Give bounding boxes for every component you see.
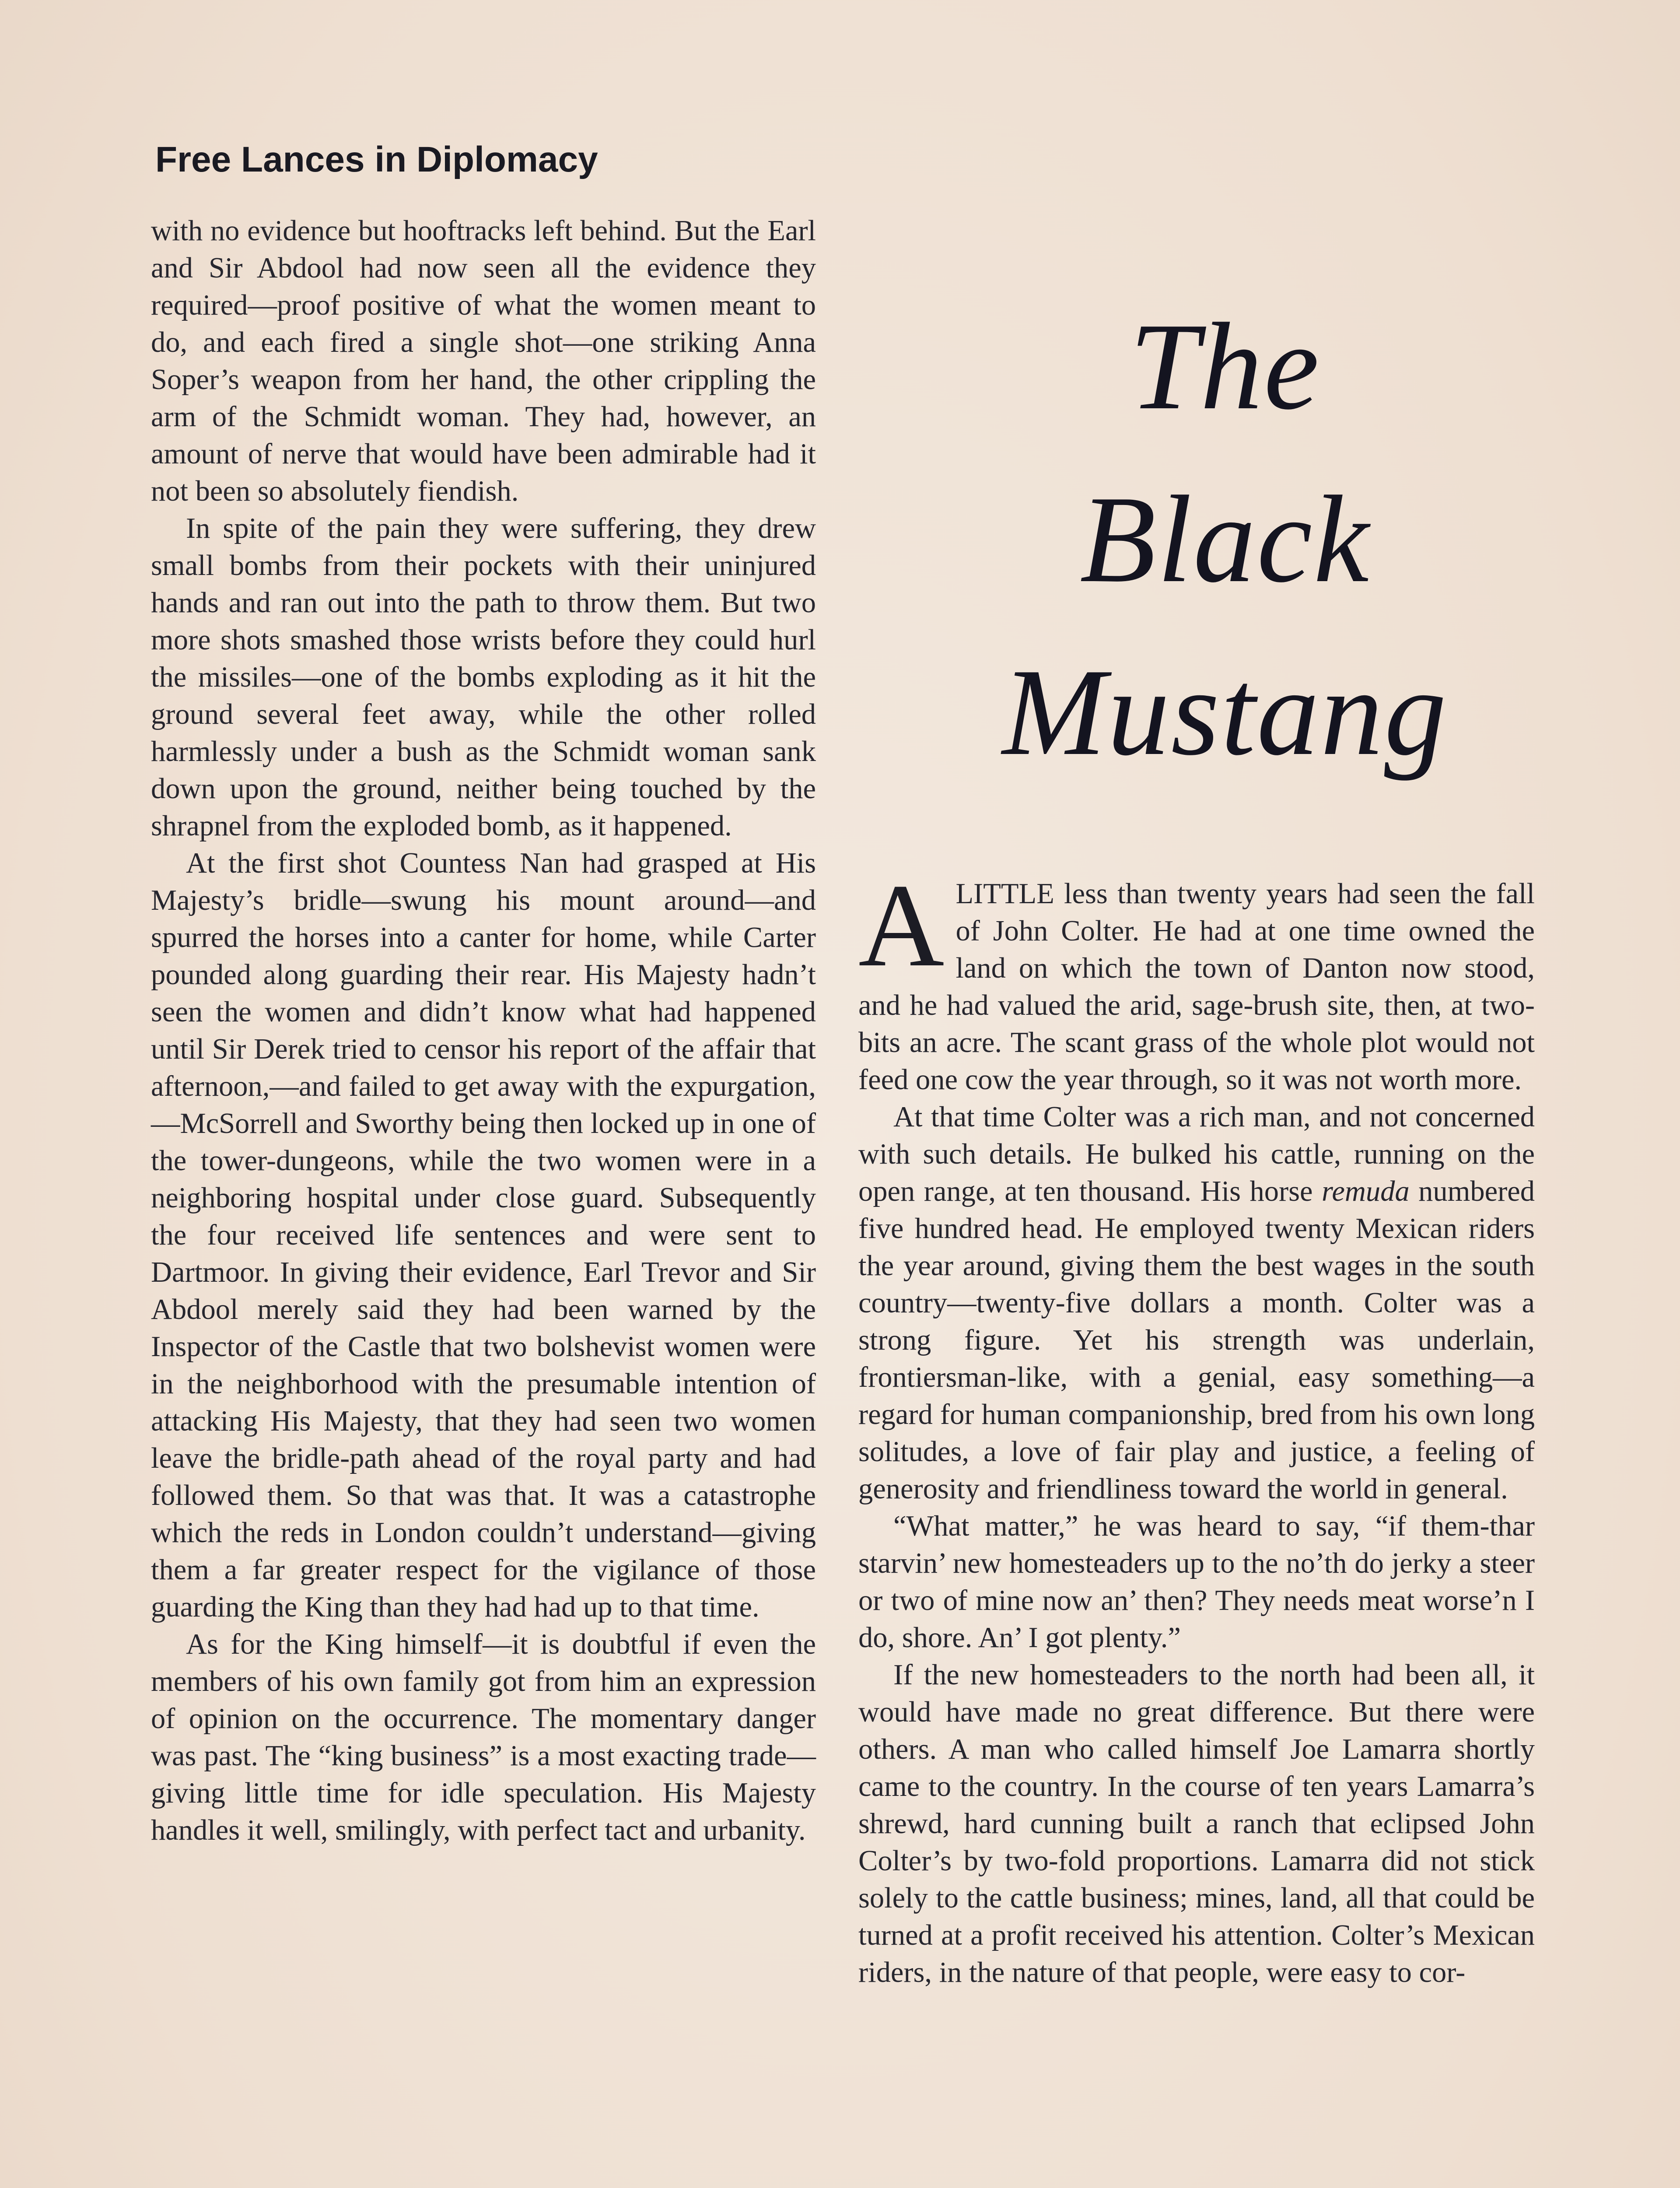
right-paragraph-1-text: LITTLE less than twenty years had seen the fall of John Colter. He had at one time owned the land on which the town of Danton now stood, and he had valued the arid, sage-brush site, then, at two-bits an acre. The scant grass of the whole plot would not feed one cow the year through, so it was not worth more. (858, 878, 1535, 1096)
left-paragraph-4: As for the King himself—it is doubtful if even the members of his own family got from him an expression of opinion on the occurrence. The momentary danger was past. The “king business” is a most exacting trade—giving little time for idle speculation. His Majesty handles it well, smilingly, with perfect tact and urbanity. (151, 1628, 816, 1846)
drop-cap: A (858, 859, 945, 991)
right-paragraph-2 (858, 1098, 1535, 1508)
story-title (919, 280, 1531, 799)
right-column (858, 859, 1535, 1991)
right-paragraph-2-text-a: At that time Colter was a rich man, and not concerned with such details. He bulked his cattle, running on the open range, at ten thousand. His horse (858, 1101, 1535, 1207)
left-paragraph-3: At the first shot Countess Nan had grasped at His Majesty’s bridle—swung his mount around—and spurred the horses into a canter for home, while Carter pounded along guarding their rear. His Majesty hadn’t seen the women and didn’t know what had happened until Sir Derek tried to censor his report of the affair that afternoon,—and failed to get away with the expurgation,—McSorrell and Sworthy being then locked up in one of the tower-dungeons, while the two women were in a neighboring hospital under close guard. Subsequently the four received life sentences and were sent to Dartmoor. In giving their evidence, Earl Trevor and Sir Abdool merely said they had been warned by the Inspector of the Castle that two bolshevist women were in the neighborhood with the presumable intention of attacking His Majesty, that they had seen two women leave the bridle-path ahead of the royal party and had followed them. So that was that. It was a catastrophe which the reds in London couldn’t understand—giving them a far greater respect for the vigilance of those guarding the King than they had had up to that time. (151, 847, 816, 1623)
right-paragraph-1 (858, 859, 1535, 1098)
story-title-line-3: Mustang (1002, 643, 1448, 781)
right-paragraph-3: “What matter,” he was heard to say, “if them-thar starvin’ new homesteaders up to the no’th do jerky a steer or two of mine now an’ then? They needs meat worse’n I do, shore. An’ I got plenty.” (858, 1510, 1535, 1654)
left-paragraph-2: In spite of the pain they were suffering, they drew small bombs from their pockets with their uninjured hands and ran out into the path to throw them. But two more shots smashed those wrists before they could hurl the missiles—one of the bombs exploding as it hit the ground several feet away, while the other rolled harmlessly under a bush as the Schmidt woman sank down upon the ground, neither being touched by the shrapnel from the exploded bomb, as it happened. (151, 512, 816, 842)
left-column (151, 212, 816, 1849)
story-title-line-1: The (1129, 297, 1321, 435)
right-paragraph-4: If the new homesteaders to the north had been all, it would have made no great difference. But there were others. A man who called himself Joe Lamarra shortly came to the country. In the course of ten years Lamarra’s shrewd, hard cunning built a ranch that eclipsed John Colter’s by two-fold proportions. Lamarra did not stick solely to the cattle business; mines, land, all that could be turned at a profit received his attention. Colter’s Mexican riders, in the nature of that people, were easy to cor- (858, 1659, 1535, 1988)
story-title-line-2: Black (1080, 470, 1370, 608)
right-paragraph-2-text-b: numbered five hundred head. He employed twenty Mexican riders the year around, giving them the best wages in the south country—twenty-five dollars a month. Colter was a strong figure. Yet his strength was underlain, frontiersman-like, with a genial, easy something—a regard for human companionship, bred from his own long solitudes, a love of fair play and justice, a feeling of generosity and friendliness toward the world in general. (858, 1175, 1535, 1505)
running-head: Free Lances in Diplomacy (155, 140, 598, 179)
left-paragraph-1: with no evidence but hooftracks left behind. But the Earl and Sir Abdool had now seen all the evidence they required—proof positive of what the women meant to do, and each fired a single shot—one striking Anna Soper’s weapon from her hand, the other crippling the arm of the Schmidt woman. They had, however, an amount of nerve that would have been admirable had it not been so absolutely fiendish. (151, 215, 816, 507)
italic-word-remuda: remuda (1321, 1175, 1410, 1207)
